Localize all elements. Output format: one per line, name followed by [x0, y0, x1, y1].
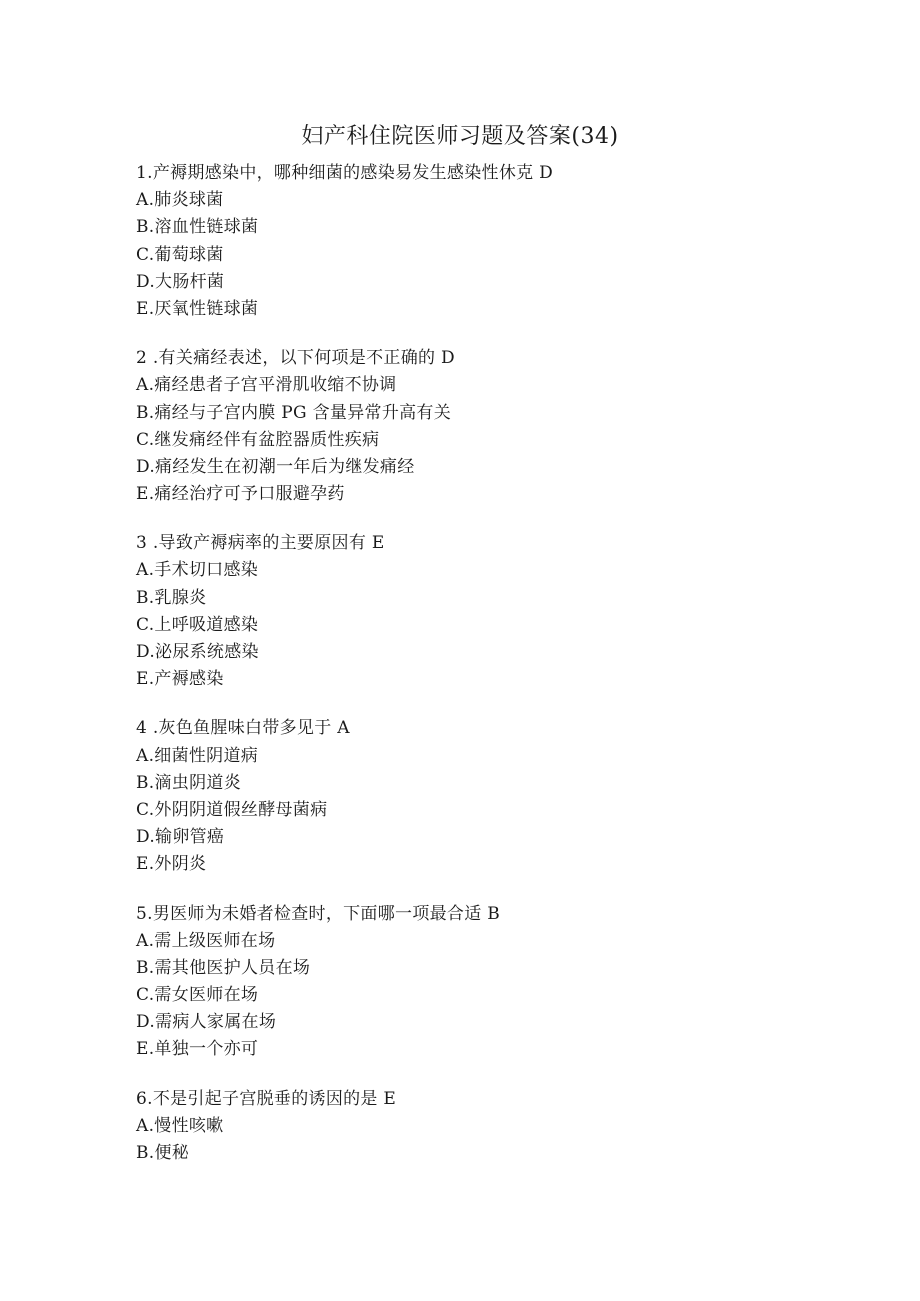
question-stem: 3 .导致产褥病率的主要原因有 E: [136, 533, 385, 554]
question-1: [136, 160, 836, 323]
option-e: E.外阴炎: [136, 854, 207, 875]
question-stem: 1.产褥期感染中，哪种细菌的感染易发生感染性休克 D: [136, 163, 554, 183]
option-b: B.便秘: [136, 1143, 190, 1163]
option-c: C.葡萄球菌: [136, 244, 224, 265]
option-e: E.产褥感染: [136, 669, 224, 690]
question-4: [136, 715, 836, 878]
option-e: E.厌氧性链球菌: [136, 298, 259, 319]
question-3: [136, 530, 836, 693]
option-e: E.痛经治疗可予口服避孕药: [136, 484, 345, 505]
question-stem: 5.男医师为未婚者检查时，下面哪一项最合适 B: [136, 903, 501, 924]
option-a: A.慢性咳嗽: [136, 1115, 224, 1136]
option-b: B.痛经与子宫内膜 PG 含量异常升高有关: [136, 402, 452, 423]
question-list: [136, 160, 836, 1189]
option-c: C.需女医师在场: [136, 985, 259, 1006]
option-e: E.单独一个亦可: [136, 1039, 259, 1060]
option-d: D.泌尿系统感染: [136, 642, 259, 662]
question-stem: 2 .有关痛经表述，以下何项是不正确的 D: [136, 348, 455, 369]
option-d: D.需病人家属在场: [136, 1012, 277, 1033]
option-d: D.大肠杆菌: [136, 271, 225, 292]
option-c: C.外阴阴道假丝酵母菌病: [136, 799, 328, 820]
option-b: B.需其他医护人员在场: [136, 957, 311, 978]
question-5: [136, 901, 836, 1064]
option-b: B.乳腺炎: [136, 587, 207, 608]
question-2: [136, 345, 836, 508]
option-d: D.痛经发生在初潮一年后为继发痛经: [136, 456, 415, 477]
option-d: D.输卵管癌: [136, 827, 225, 848]
option-a: A.肺炎球菌: [136, 190, 224, 211]
option-a: A.痛经患者子宫平滑肌收缩不协调: [136, 375, 397, 396]
option-c: C.上呼吸道感染: [136, 614, 259, 635]
option-a: A.手术切口感染: [136, 560, 259, 581]
question-stem: 4 .灰色鱼腥味白带多见于 A: [136, 718, 350, 739]
document-title: 妇产科住院医师习题及答案(34): [301, 124, 619, 149]
option-a: A.需上级医师在场: [136, 930, 276, 951]
option-b: B.溶血性链球菌: [136, 217, 259, 238]
question-6: [136, 1086, 836, 1168]
option-b: B.滴虫阴道炎: [136, 772, 241, 793]
option-c: C.继发痛经伴有盆腔器质性疾病: [136, 429, 380, 450]
option-a: A.细菌性阴道病: [136, 745, 259, 766]
question-stem: 6.不是引起子宫脱垂的诱因的是 E: [136, 1088, 397, 1109]
